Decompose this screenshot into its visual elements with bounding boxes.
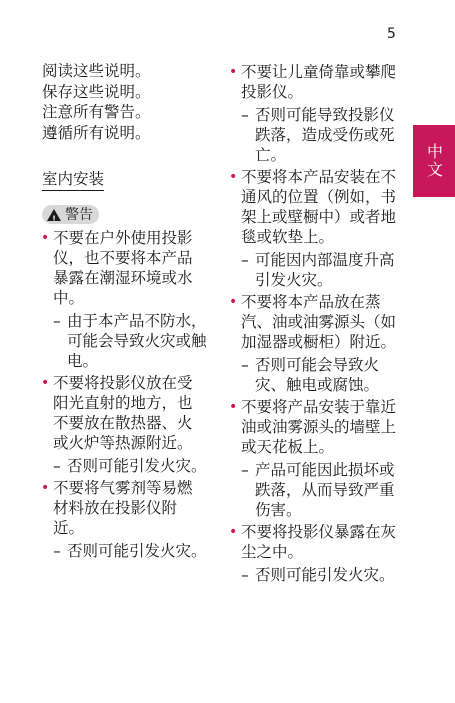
bullet-item — [42, 373, 207, 453]
bullet-item — [42, 228, 207, 308]
sub-item — [230, 355, 400, 395]
bullet-item — [230, 62, 400, 102]
dash-icon: – — [53, 542, 61, 560]
warning-icon — [47, 209, 61, 221]
sub-item — [230, 565, 400, 585]
bullet-dot-icon: • — [229, 399, 238, 415]
bullet-text: 不要让儿童倚靠或攀爬投影仪。 — [241, 63, 397, 101]
language-tab-label: 中文 — [424, 143, 444, 179]
bullet-item — [230, 397, 400, 457]
right-column — [230, 60, 400, 585]
bullet-item — [42, 478, 207, 538]
bullet-text: 不要在户外使用投影仪，也不要将本产品暴露在潮湿环境或水中。 — [53, 229, 193, 307]
bullet-dot-icon: • — [229, 64, 238, 80]
intro-line: 保存这些说明。 — [42, 82, 151, 101]
bullet-text: 不要将投影仪暴露在灰尘之中。 — [241, 523, 397, 561]
bullet-dot-icon: • — [41, 480, 50, 496]
sub-text: 由于本产品不防水，可能会导致火灾或触电。 — [67, 312, 207, 370]
language-tab — [413, 125, 455, 197]
intro-line: 注意所有警告。 — [42, 103, 151, 121]
dash-icon: – — [53, 312, 61, 330]
warning-label: 警告 — [65, 206, 93, 223]
bullet-dot-icon: • — [229, 294, 238, 310]
dash-icon: – — [241, 566, 249, 584]
dash-icon: – — [241, 356, 249, 374]
bullet-item — [230, 522, 400, 562]
bullet-dot-icon: • — [229, 169, 238, 185]
sub-text: 否则可能会导致火灾、触电或腐蚀。 — [255, 356, 380, 394]
bullet-text: 不要将产品安装于靠近油或油雾源头的墙壁上或天花板上。 — [241, 398, 397, 456]
bullet-text: 不要将本产品放在蒸汽、油或油雾源头（如加湿器或橱柜）附近。 — [241, 293, 397, 351]
sub-text: 否则可能引发火灾。 — [67, 542, 207, 560]
bullet-dot-icon: • — [41, 375, 50, 391]
warning-badge — [42, 205, 99, 224]
sub-text: 否则可能引发火灾。 — [255, 566, 395, 584]
sub-text: 否则可能导致投影仪跌落，造成受伤或死亡。 — [255, 106, 395, 164]
bullet-dot-icon: • — [229, 524, 238, 540]
bullet-text: 不要将气雾剂等易燃材料放在投影仪附近。 — [53, 479, 193, 537]
bullet-text: 不要将投影仪放在受阳光直射的地方，也不要放在散热器、火或火炉等热源附近。 — [53, 374, 193, 452]
sub-item — [42, 456, 207, 476]
left-column — [42, 61, 207, 561]
sub-item — [230, 105, 400, 165]
section-title: 室内安装 — [42, 169, 104, 191]
intro-list — [42, 61, 207, 143]
bullet-item — [230, 292, 400, 352]
sub-item — [42, 541, 207, 561]
bullet-dot-icon: • — [41, 230, 50, 246]
sub-text: 产品可能因此损坏或跌落，从而导致严重伤害。 — [255, 461, 395, 519]
intro-line: 遵循所有说明。 — [42, 123, 151, 142]
dash-icon: – — [241, 106, 249, 124]
sub-text: 否则可能引发火灾。 — [67, 457, 207, 475]
bullet-item — [230, 167, 400, 247]
dash-icon: – — [53, 457, 61, 475]
sub-text: 可能因内部温度升高引发火灾。 — [255, 251, 395, 289]
bullet-text: 不要将本产品安装在不通风的位置（例如，书架上或壁橱中）或者地毯或软垫上。 — [241, 168, 397, 246]
page-number: 5 — [387, 26, 396, 42]
sub-item — [230, 460, 400, 520]
dash-icon: – — [241, 251, 249, 269]
sub-item — [42, 311, 207, 371]
dash-icon: – — [241, 461, 249, 479]
intro-line: 阅读这些说明。 — [42, 62, 151, 80]
sub-item — [230, 250, 400, 290]
